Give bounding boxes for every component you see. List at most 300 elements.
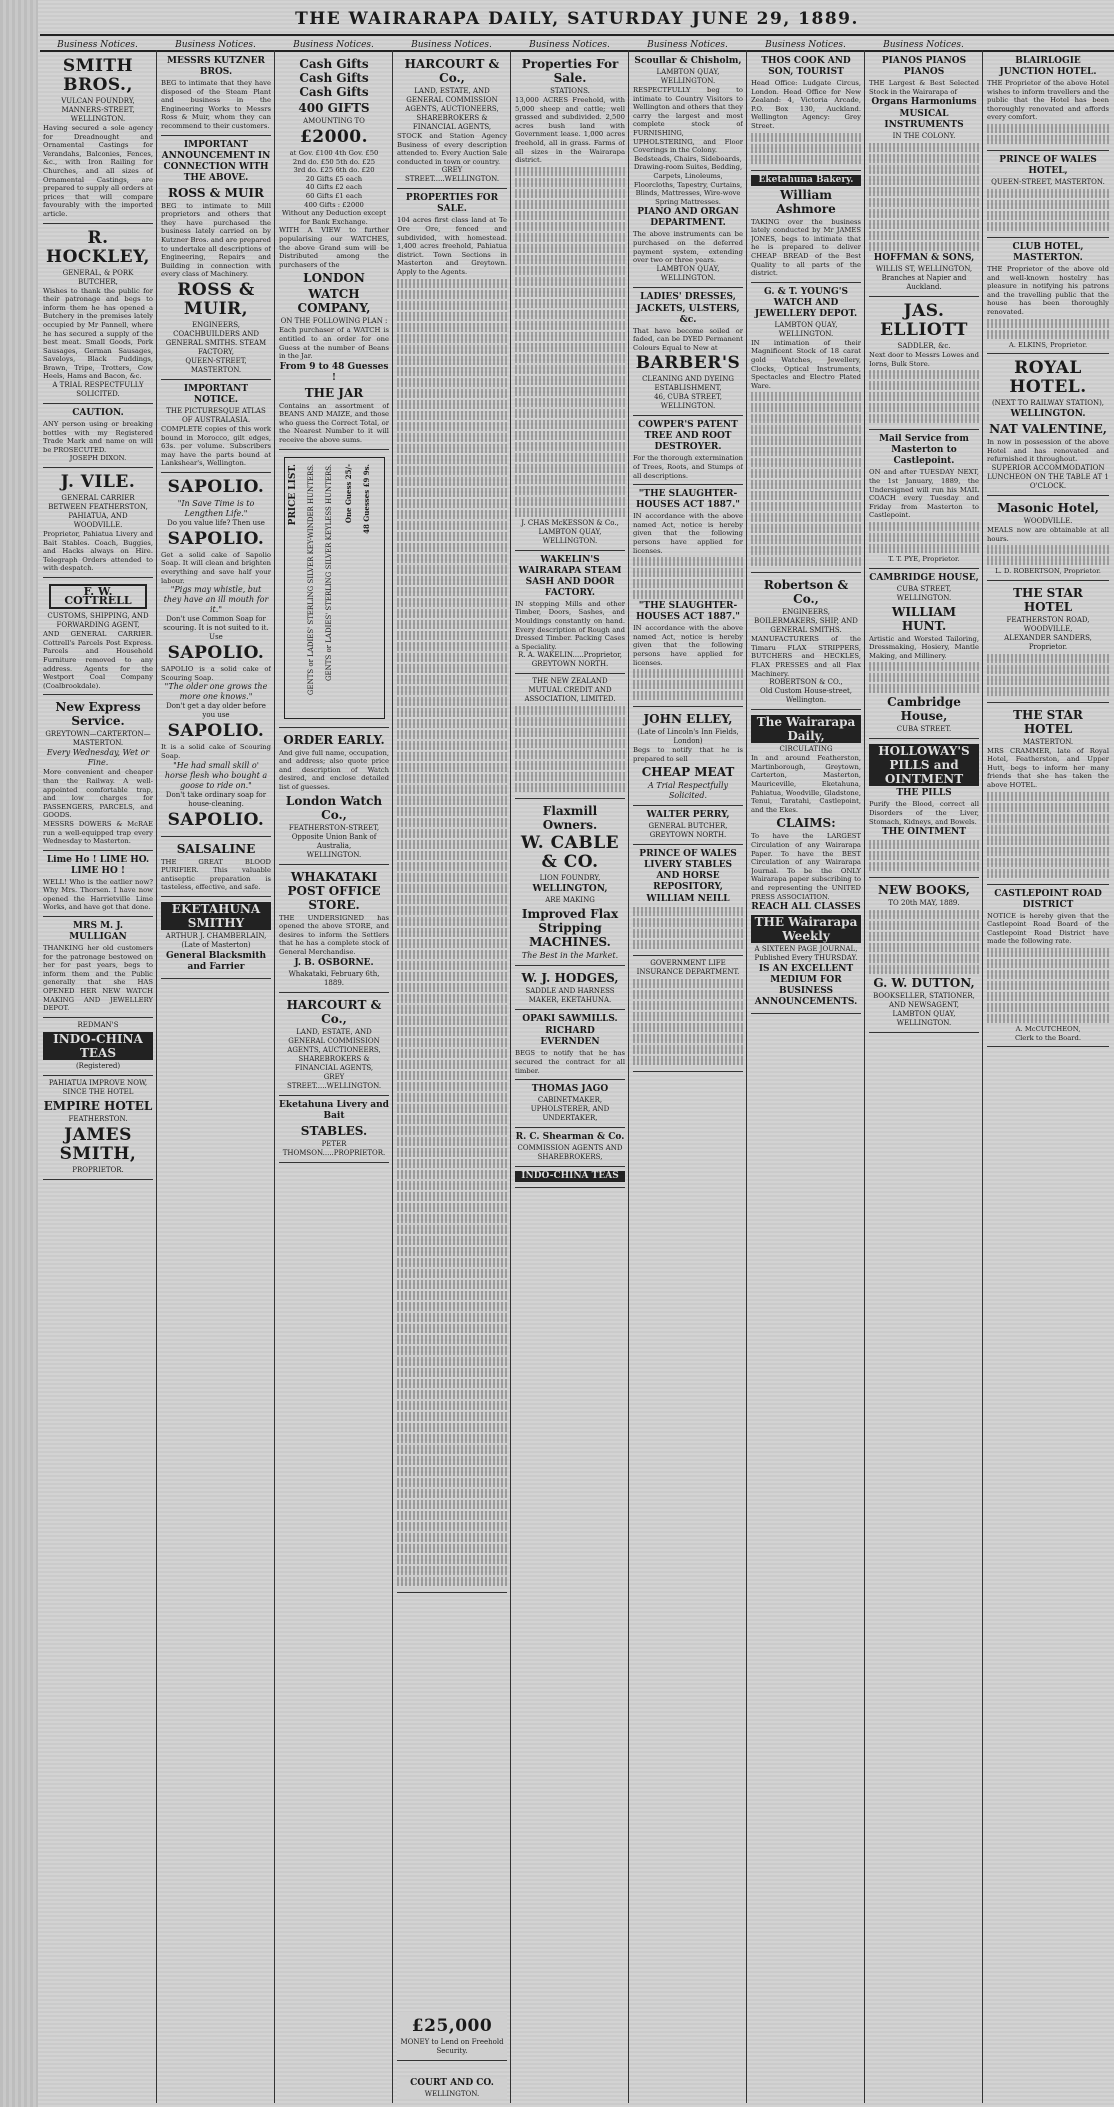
ad-body: RESPECTFULLY beg to intimate to Country Visitors to Wellington and others that they carry the largest and most complete stock of FURNISHING, UPHOLSTERING, and Floor Coverings in the Colony. xyxy=(633,86,743,155)
fine-print xyxy=(515,266,625,275)
lime-ad xyxy=(43,851,153,917)
fine-print xyxy=(397,829,507,838)
column-rule xyxy=(156,50,157,2103)
fine-print xyxy=(515,464,625,473)
fine-print xyxy=(397,961,507,970)
fine-print xyxy=(633,557,743,566)
jago-ad xyxy=(515,1080,625,1128)
ad-trade: General Blacksmith and Farrier xyxy=(165,951,267,972)
fine-print xyxy=(397,1269,507,1278)
price-list-row: 48 Guesses £9 9s. xyxy=(361,463,371,534)
fine-print xyxy=(397,323,507,332)
ad-product: Improved Flax Stripping MACHINES. xyxy=(521,907,619,950)
fine-print xyxy=(397,796,507,805)
ad-body: Next door to Messrs Lowes and Iorns, Bulk Store. xyxy=(869,351,979,368)
ad-subtitle: THE PILLS xyxy=(896,788,952,799)
fine-print xyxy=(515,299,625,308)
ad-title: IMPORTANT NOTICE. xyxy=(183,383,249,405)
fine-print xyxy=(397,1577,507,1586)
fine-print xyxy=(515,783,625,792)
fine-print xyxy=(751,557,861,566)
ad-body: THE Proprietor of the above old and well-known hostelry has pleasure in notifying his patrons and the travelling public that the house has been thoroughly renovated. xyxy=(987,264,1109,316)
fine-print xyxy=(397,455,507,464)
ad-address: LAMBTON QUAY, WELLINGTON. xyxy=(774,320,838,338)
fine-print xyxy=(397,389,507,398)
ad-city: WOODVILLE. xyxy=(1023,516,1073,525)
fine-print xyxy=(397,356,507,365)
ad-title: New Express Service. xyxy=(55,700,141,729)
fine-print xyxy=(869,403,979,412)
fine-print xyxy=(397,675,507,684)
ad-title: Organs Harmoniums xyxy=(871,97,977,108)
vile-ad xyxy=(43,468,153,578)
fine-print xyxy=(397,466,507,475)
ad-body: BEG to intimate to Mill proprietors and others that they have purchased the business lately carried on by Kutzner Bros. and are prepared to undertake all descriptions of Engineering, Repairs and Building in connection with every class of Machinery. xyxy=(161,201,271,279)
fine-print xyxy=(397,1313,507,1322)
ad-title: WATCH COMPANY, xyxy=(297,287,371,316)
cambridge-ad xyxy=(869,569,979,740)
ad-note: ARE MAKING xyxy=(545,896,595,905)
fine-print xyxy=(987,687,1109,696)
express-ad xyxy=(43,695,153,850)
fine-print xyxy=(987,847,1109,856)
ad-subtitle: GENERAL CARRIER BETWEEN FEATHERSTON, PAHIATUA, AND WOODVILLE. xyxy=(48,494,148,530)
ad-amount: £2000. xyxy=(299,127,369,147)
ad-body: BEG to intimate that they have disposed of the Steam Plant and business in the Engineering Works to Messrs Ross & Muir, whom they can recommend to their customers. xyxy=(161,79,271,130)
fine-print xyxy=(397,631,507,640)
fine-print xyxy=(633,568,743,577)
ad-title: INDO-CHINA TEAS xyxy=(43,1032,153,1060)
fine-print xyxy=(987,654,1109,663)
ad-subtitle: IN THE COLONY. xyxy=(892,132,956,141)
ad-subtitle: CIRCULATING xyxy=(779,745,833,754)
fine-print xyxy=(869,522,979,531)
kutzner-ad xyxy=(161,52,271,136)
ad-subtitle: BOOKSELLER, STATIONER, AND NEWSAGENT, xyxy=(873,992,975,1010)
fine-print xyxy=(397,1335,507,1344)
ad-title: WHAKATAKI POST OFFICE STORE. xyxy=(287,869,381,912)
ad-body: Begs to notify that he is prepared to sell xyxy=(633,746,743,763)
ad-body: Artistic and Worsted Tailoring, Dressmaking, Hosiery, Mantle Making, and Millinery. xyxy=(869,634,979,660)
ad-body: WITH A VIEW to further popularising our WATCHES, the above Grand sum will be Distributed among the purchasers of the xyxy=(279,226,389,269)
masonic-hotel-ad xyxy=(987,496,1109,581)
ad-title: GOVERNMENT LIFE INSURANCE DEPARTMENT. xyxy=(636,959,740,977)
ad-role: PROPRIETOR. xyxy=(72,1165,124,1174)
ad-body: TAKING over the business lately conducted by Mr JAMES JONES, begs to intimate that he is prepared to deliver CHEAP BREAD of the Best Quality to all parts of the district. xyxy=(751,217,861,278)
fine-print xyxy=(397,1423,507,1432)
ad-note: SUPERIOR ACCOMMODATION xyxy=(991,463,1105,472)
ad-address: CUBA STREET. xyxy=(896,725,952,734)
ad-title: STABLES. xyxy=(300,1123,368,1138)
ad-title: COWPER'S PATENT TREE AND ROOT DESTROYER. xyxy=(638,420,738,453)
fine-print xyxy=(397,1522,507,1531)
fine-print xyxy=(397,818,507,827)
ad-note: PAHIATUA IMPROVE NOW, SINCE THE HOTEL xyxy=(48,1078,148,1096)
column-2 xyxy=(158,52,274,2101)
fine-print xyxy=(633,1012,743,1021)
section-header: Business Notices. xyxy=(883,40,964,50)
ad-title: W. J. HODGES, xyxy=(521,971,619,986)
harcourt-ad xyxy=(397,52,507,189)
ad-subtitle: CUSTOMS, SHIPPING, AND FORWARDING AGENT, xyxy=(47,612,149,630)
fine-print xyxy=(633,979,743,988)
fine-print xyxy=(869,965,979,974)
ad-tagline: IS AN EXCELLENT MEDIUM FOR BUSINESS ANNOUNCEMENTS. xyxy=(754,964,858,1008)
fine-print xyxy=(397,1258,507,1267)
ad-title: G. W. DUTTON, xyxy=(873,976,975,991)
dutton-ad xyxy=(869,878,979,1033)
barber-ad xyxy=(633,288,743,417)
cottrell-ad xyxy=(43,578,153,695)
fine-print xyxy=(869,932,979,941)
column-rule xyxy=(628,50,629,2103)
ad-subtitle: SADDLE AND HARNESS MAKER, EKETAHUNA. xyxy=(525,987,615,1005)
fine-print xyxy=(397,983,507,992)
ad-proprietor: RICHARD EVERNDEN xyxy=(540,1026,600,1048)
fine-print xyxy=(987,665,1109,674)
ad-signature: R. A. WAKELIN.....Proprietor, GREYTOWN NORTH. xyxy=(518,651,622,669)
fine-print xyxy=(633,1023,743,1032)
ad-proprietor: PETER THOMSON.....PROPRIETOR. xyxy=(282,1139,386,1157)
ad-tagline: The Best in the Market. xyxy=(521,951,619,961)
thos-cook-ad xyxy=(751,52,861,171)
ross-muir-ad xyxy=(161,136,271,380)
ad-body: Having secured a sole agency for Dreadnought and Ornamental Castings for Verandahs, Balconies, Fences, &c., with Iron Railing for Churches, and all sizes of Ornamental Castings, are prepared to supply all orders at prices that will compare favourably with the imported article. xyxy=(43,124,153,218)
ad-body: AND GENERAL CARRIER. Cottrell's Parcels Post Express. Parcels and Household Furniture removed to any address. Agents for the Westport Coal Company (Coalbrookdale). xyxy=(43,630,153,690)
fine-print xyxy=(397,763,507,772)
fine-print xyxy=(869,954,979,963)
fine-print xyxy=(987,814,1109,823)
ad-body: Contains an assortment of BEANS AND MAIZE, and those who guess the Correct Total, or the Nearest Number to it will receive the above sums. xyxy=(279,401,389,445)
ad-body: MEALS now are obtainable at all hours. xyxy=(987,525,1109,543)
ad-title: SAPOLIO. xyxy=(167,476,265,497)
ad-note: Published Every THURSDAY. xyxy=(754,954,858,963)
ad-title: SMITH BROS., xyxy=(62,56,134,95)
fine-print xyxy=(869,209,979,218)
ad-address: LAMBTON QUAY, WELLINGTON. xyxy=(656,68,720,85)
ad-body: 104 acres first class land at Te Ore Ore, fenced and subdivided, with homestead. 1,400 acres freehold, Pahiatua district. Town Sections in Masterton and Greytown. Apply to the Agents. xyxy=(397,216,507,276)
ad-date: TO 20th MAY, 1889. xyxy=(888,899,960,908)
fine-print xyxy=(397,1181,507,1190)
fine-print xyxy=(987,981,1109,990)
ad-title: IMPORTANT ANNOUNCEMENT IN CONNECTION WITH THE ABOVE. xyxy=(161,139,271,183)
ad-title: G. & T. YOUNG'S WATCH AND JEWELLERY DEPOT. xyxy=(754,286,858,319)
fine-print xyxy=(397,1357,507,1366)
fine-print xyxy=(397,1467,507,1476)
fine-print xyxy=(397,1401,507,1410)
cowper-ad xyxy=(633,416,743,485)
ad-signature: JOSEPH DIXON. xyxy=(69,454,127,463)
section-header: Business Notices. xyxy=(529,40,610,50)
fine-print xyxy=(751,469,861,478)
ad-title: CAMBRIDGE HOUSE, xyxy=(869,572,979,583)
fine-print xyxy=(751,480,861,489)
ad-quote: "In Save Time is to Lengthen Life." xyxy=(177,498,255,518)
elliott-ad xyxy=(869,297,979,430)
fine-print xyxy=(397,1016,507,1025)
fine-print xyxy=(633,590,743,599)
fine-print xyxy=(751,491,861,500)
fine-print xyxy=(987,189,1109,198)
fine-print xyxy=(515,167,625,176)
fine-print xyxy=(987,858,1109,867)
ad-date: Whakataki, February 6th, 1889. xyxy=(288,969,380,987)
section-header: Business Notices. xyxy=(647,40,728,50)
fine-print xyxy=(397,345,507,354)
fine-print xyxy=(397,1434,507,1443)
ad-body: BEGS to notify that he has secured the contract for all timber. xyxy=(515,1049,625,1075)
fine-print xyxy=(397,587,507,596)
fine-print xyxy=(515,354,625,363)
ad-title: SALSALINE xyxy=(176,841,256,856)
ad-subtitle: GREYTOWN—CARTERTON—MASTERTON. xyxy=(45,730,151,748)
ad-title: "THE SLAUGHTER-HOUSES ACT 1887." xyxy=(635,489,741,511)
fine-print xyxy=(869,154,979,163)
fine-print xyxy=(869,414,979,423)
govt-insurance-ad xyxy=(633,956,743,1072)
fine-print xyxy=(633,669,743,678)
ad-footer: J. CHAS McKESSON & Co., LAMBTON QUAY, WELLINGTON. xyxy=(521,518,619,545)
fine-print xyxy=(515,211,625,220)
ad-city: WELLINGTON, xyxy=(532,884,608,895)
ad-subtitle: GENERAL, & PORK BUTCHER, xyxy=(62,268,134,286)
fine-print xyxy=(633,1034,743,1043)
redmans-tea-ad xyxy=(43,1018,153,1076)
column-rule xyxy=(510,50,511,2103)
fine-print xyxy=(633,1056,743,1065)
ad-title: HARCOURT & Co., xyxy=(404,57,500,85)
fine-print xyxy=(633,990,743,999)
fine-print xyxy=(515,706,625,715)
ad-title: ROSS & MUIR, xyxy=(177,279,255,319)
fine-print xyxy=(397,807,507,816)
ad-title: JOHN ELLEY, xyxy=(643,712,733,727)
ad-body: It is a solid cake of Scouring Soap. xyxy=(161,743,271,761)
ad-title: LADIES' DRESSES, xyxy=(640,291,736,302)
ad-body: In now in possession of the above Hotel and has renovated and refurnished it throughout. xyxy=(987,438,1109,464)
fine-print xyxy=(869,662,979,671)
ad-note: LUNCHEON ON THE TABLE AT 1 O'CLOCK. xyxy=(987,472,1109,490)
ad-subtitle: A SIXTEEN PAGE JOURNAL, xyxy=(754,945,858,954)
ad-subtitle: VULCAN FOUNDRY, xyxy=(61,97,135,105)
ad-body: Don't take ordinary soap for house-cleaning. xyxy=(165,790,267,808)
ad-body: MONEY to Lend on Freehold Security. xyxy=(400,2038,504,2055)
wakelin-ad xyxy=(515,551,625,675)
fine-print xyxy=(397,510,507,519)
fine-print xyxy=(397,477,507,486)
fine-print xyxy=(397,598,507,607)
section-header: Business Notices. xyxy=(175,40,256,50)
ad-title: EKETAHUNA SMITHY xyxy=(161,902,271,930)
ad-title: "THE SLAUGHTER-HOUSES ACT 1887." xyxy=(635,601,741,623)
fine-print xyxy=(397,774,507,783)
slaughter-ad xyxy=(633,485,743,707)
fine-print xyxy=(633,579,743,588)
column-5 xyxy=(512,52,628,2101)
star-hotel-woodville-ad xyxy=(987,581,1109,703)
ad-tagline: Every Wednesday, Wet or Fine. xyxy=(46,748,150,768)
ad-body: Wishes to thank the public for their patronage and begs to inform them he has opened a Butchery in the premises lately occupied by Mr Pannell, where he has secured a supply of the best meat. Small Goods, Pork Sausages, German Sausages, Saveloys, Black Puddings, Brawn, Tripe, Trotters, Cow Heels, Hams and Bacon, &c. xyxy=(43,286,153,381)
fine-print xyxy=(397,862,507,871)
ad-body: Do you value life? Then use xyxy=(167,518,265,527)
ad-note: Without any Deduction except for Bank Exchange. xyxy=(281,209,387,226)
ad-title: R. HOCKLEY, xyxy=(46,227,150,267)
ad-subtitle: ENGINEERS, BOILERMAKERS, SHIP, AND GENERAL SMITHS. xyxy=(754,608,858,635)
smith-bros-ad xyxy=(43,52,153,224)
fine-print xyxy=(987,803,1109,812)
ad-body: THE GREAT BLOOD PURIFIER. This valuable antiseptic preparation is tasteless, effective, and safe. xyxy=(161,857,271,892)
fine-print xyxy=(397,532,507,541)
ad-title: THOS COOK AND SON, TOURIST xyxy=(761,56,851,77)
fine-print xyxy=(751,513,861,522)
pianos-ad xyxy=(869,52,979,297)
ad-title: EMPIRE HOTEL xyxy=(43,1098,153,1113)
ad-title: NEW BOOKS, xyxy=(878,883,970,898)
fine-print xyxy=(987,992,1109,1001)
ad-title: MESSRS KUTZNER BROS. xyxy=(167,56,265,77)
ad-title: SAPOLIO. xyxy=(167,528,265,549)
cable-ad xyxy=(515,799,625,966)
fine-print xyxy=(987,330,1109,339)
fine-print xyxy=(751,535,861,544)
fine-print xyxy=(397,1379,507,1388)
fine-print xyxy=(397,730,507,739)
fine-print xyxy=(633,691,743,700)
ad-address: ROBERTSON & CO., Old Custom House-street, Wellington. xyxy=(759,678,853,705)
ad-title: JAS. ELLIOTT xyxy=(880,301,968,341)
fine-print xyxy=(397,1555,507,1564)
fine-print xyxy=(515,387,625,396)
fine-print xyxy=(515,376,625,385)
ad-address: FEATHERSTON-STREET, Opposite Union Bank of Australia, WELLINGTON. xyxy=(288,823,380,859)
ad-subtitle: FEATHERSTON. xyxy=(68,1114,128,1123)
fine-print xyxy=(869,943,979,952)
ad-title: CAUTION. xyxy=(72,408,124,419)
fine-print xyxy=(397,543,507,552)
fine-print xyxy=(397,444,507,453)
section-header: Business Notices. xyxy=(411,40,492,50)
ad-title: Properties For Sale. xyxy=(521,57,619,85)
ad-title: Eketahuna Livery and Bait xyxy=(279,1099,389,1121)
fine-print xyxy=(515,717,625,726)
ad-body: WELL! Who is the eatlier now? Why Mrs. Thorsen. I have now opened the Harrietville Lime Works, and have got that done. xyxy=(43,877,153,912)
fine-print xyxy=(515,431,625,440)
fine-print xyxy=(751,392,861,401)
fine-print xyxy=(397,1544,507,1553)
ad-body: THE Largest & Best Selected Stock in the Wairarapa of xyxy=(869,79,979,96)
fine-print xyxy=(397,1456,507,1465)
fine-print xyxy=(515,772,625,781)
fine-print xyxy=(397,950,507,959)
fine-print xyxy=(515,497,625,506)
fine-print xyxy=(869,143,979,152)
fine-print xyxy=(397,884,507,893)
ad-total: 400 Gifts : £2000 xyxy=(304,200,364,209)
ad-title: 400 GIFTS xyxy=(298,101,370,115)
ad-title: Cambridge House, xyxy=(887,695,961,724)
ad-body: MRS CRAMMER, late of Royal Hotel, Featherston, and Upper Hutt, begs to inform her many friends that she has taken the above HOTEL. xyxy=(987,746,1109,790)
fine-print xyxy=(397,620,507,629)
ad-subtitle: FEATHERSTON ROAD, WOODVILLE, xyxy=(1006,615,1090,633)
fine-print xyxy=(869,544,979,553)
fine-print xyxy=(633,1001,743,1010)
ad-title: CASTLEPOINT ROAD DISTRICT xyxy=(994,888,1102,910)
fine-print xyxy=(397,1126,507,1135)
ad-subtitle: (Late of Lincoln's Inn Fields, London) xyxy=(637,728,739,746)
fine-print xyxy=(633,1045,743,1054)
fine-print xyxy=(515,739,625,748)
ad-title: WAKELIN'S WAIRARAPA STEAM SASH AND DOOR FACTORY. xyxy=(518,554,622,598)
ad-subtitle: THE PICTURESQUE ATLAS OF AUSTRALASIA. xyxy=(166,406,266,424)
ad-body: Proprietor, Pahiatua Livery and Bait Stables. Coach, Buggies, and Hacks always on Hire. Telegraph Orders attended to with despatch. xyxy=(43,530,153,573)
ad-subtitle: LAND, ESTATE, AND GENERAL COMMISSION AGENTS, AUCTIONEERS, SHAREBROKERS & FINANCIAL AGENTS, xyxy=(287,1027,381,1072)
fine-print xyxy=(987,1014,1109,1023)
fine-print xyxy=(751,403,861,412)
fine-print xyxy=(987,545,1109,554)
fine-print xyxy=(397,939,507,948)
ad-title: PRINCE OF WALES HOTEL, xyxy=(999,154,1097,176)
fine-print xyxy=(397,1533,507,1542)
properties-ad xyxy=(515,52,625,551)
fine-print xyxy=(869,242,979,251)
masthead: THE WAIRARAPA DAILY, SATURDAY JUNE 29, 1889. xyxy=(295,9,859,29)
fine-print xyxy=(397,741,507,750)
ad-title: Flaxmill Owners. xyxy=(542,804,598,833)
price-list-box xyxy=(284,457,385,719)
empire-hotel-ad xyxy=(43,1076,153,1180)
fine-print xyxy=(751,414,861,423)
ad-body: Don't get a day older before you use xyxy=(166,702,266,720)
ad-title: SAPOLIO. xyxy=(167,809,265,830)
ad-title: W. CABLE & CO. xyxy=(520,833,620,873)
ad-address: GREY STREET.....WELLINGTON. xyxy=(404,166,500,184)
ad-body: NOTICE is hereby given that the Castlepoint Road Board of the Castlepoint Road District have made the following rate. xyxy=(987,911,1109,946)
fine-print xyxy=(987,556,1109,565)
ad-title: PIANO AND ORGAN DEPARTMENT. xyxy=(637,207,739,229)
castlepoint-ad xyxy=(987,885,1109,1048)
fine-print xyxy=(397,1170,507,1179)
fine-print xyxy=(869,533,979,542)
harcourt-small-ad xyxy=(279,993,389,1096)
fine-print xyxy=(633,940,743,949)
prince-stables-ad xyxy=(633,845,743,956)
ad-subtitle: CLEANING AND DYEING ESTABLISHMENT, xyxy=(642,375,734,393)
column-rule xyxy=(864,50,865,2103)
fine-print xyxy=(633,929,743,938)
fine-print xyxy=(397,1236,507,1245)
ad-title: The Wairarapa Daily, xyxy=(751,715,861,743)
fine-print xyxy=(515,728,625,737)
hockley-ad xyxy=(43,224,153,405)
fine-print xyxy=(397,554,507,563)
ad-body: ANY person using or breaking bottles with my Registered Trade Mark and name on will be PROSECUTED. xyxy=(43,420,153,454)
fine-print xyxy=(397,334,507,343)
fine-print xyxy=(397,1500,507,1509)
fine-print xyxy=(397,1346,507,1355)
ad-body: THE UNDERSIGNED has opened the above STORE, and desires to inform the Settlers that he has a complete stock of General Merchandise. xyxy=(279,913,389,956)
fine-print xyxy=(397,642,507,651)
ad-body: IN accordance with the above named Act, notice is hereby given that the following persons have applied for licenses. xyxy=(633,512,743,555)
ad-proprietor: JAMES SMITH, xyxy=(59,1124,137,1164)
fine-print xyxy=(397,686,507,695)
fine-print xyxy=(397,499,507,508)
fine-print xyxy=(397,840,507,849)
fine-print xyxy=(397,301,507,310)
fine-print xyxy=(869,165,979,174)
holloway-ad xyxy=(869,739,979,878)
ad-signature: L. D. ROBERTSON, Proprietor. xyxy=(995,567,1101,576)
ad-amount: £25,000 xyxy=(411,2016,493,2036)
